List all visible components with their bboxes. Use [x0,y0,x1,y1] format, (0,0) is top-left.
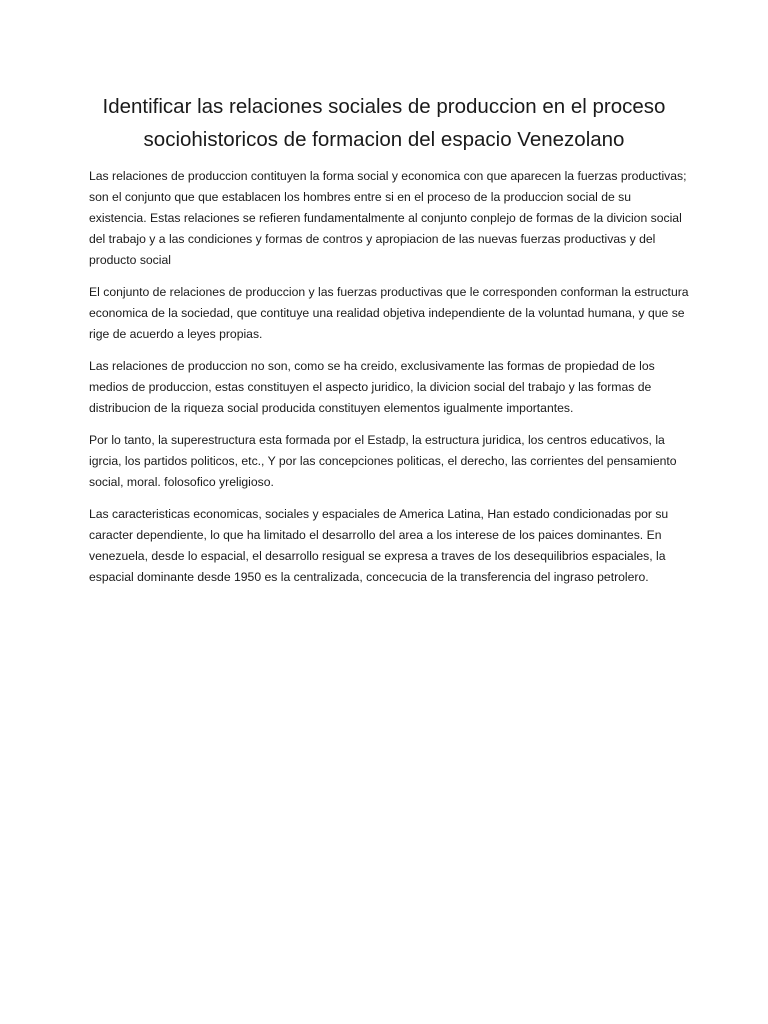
document-body [89,166,689,599]
title-line-1: Identificar las relaciones sociales de produccion en el proceso [102,95,666,118]
paragraph-5: Las caracteristicas economicas, sociales y espaciales de America Latina, Han estado condicionadas por su caracter dependiente, lo que ha limitado el desarrollo del area a los interese de los paices dominantes. En venezuela, desde lo espacial, el desarrollo resigual se expresa a traves de los desequilibrios espaciales, la espacial dominante desde 1950 es la centralizada, concecucia de la transferencia del ingraso petrolero. [89,507,669,584]
paragraph-3: Las relaciones de produccion no son, como se ha creido, exclusivamente las formas de propiedad de los medios de produccion, estas constituyen el aspecto juridico, la divicion social del trabajo y las formas de distribucion de la riqueza social producida constituyen elementos igualmente importantes. [89,359,655,415]
document-title [70,90,698,156]
paragraph-4: Por lo tanto, la superestructura esta formada por el Estadp, la estructura juridica, los centros educativos, la igrcia, los partidos politicos, etc., Y por las concepciones politicas, el derecho, las corrientes del pensamiento social, moral. folosofico yreligioso. [89,433,677,489]
paragraph-1: Las relaciones de produccion contituyen la forma social y economica con que aparecen la fuerzas productivas; son el conjunto que que establacen los hombres entre si en el proceso de la produccion social de su existencia. Estas relaciones se refieren fundamentalmente al conjunto conplejo de formas de la divicion social del trabajo y a las condiciones y formas de contros y apropiacion de las nuevas fuerzas productivas y del producto social [89,169,687,267]
title-line-2: sociohistoricos de formacion del espacio Venezolano [143,128,625,151]
paragraph-2: El conjunto de relaciones de produccion y las fuerzas productivas que le corresponden conforman la estructura economica de la sociedad, que contituye una realidad objetiva independiente de la voluntad humana, y que se rige de acuerdo a leyes propias. [89,285,689,341]
